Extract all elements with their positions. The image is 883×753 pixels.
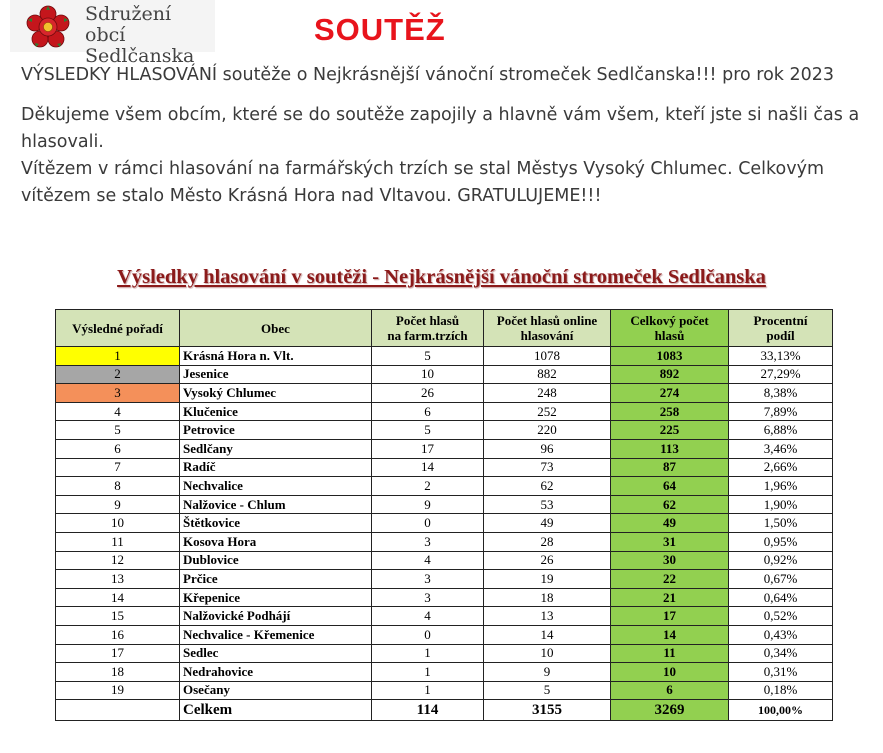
summary-online: 3155 (484, 700, 611, 721)
table-row (56, 402, 833, 421)
cell-online: 1078 (484, 347, 611, 366)
cell-total: 64 (611, 477, 729, 496)
cell-rank: 12 (56, 551, 180, 570)
table-row (56, 365, 833, 384)
header-online-line2: hlasování (520, 328, 574, 343)
cell-online: 220 (484, 421, 611, 440)
intro-winners: Vítězem v rámci hlasování na farmářských trzích se stal Městys Vysoký Chlumec. Celkovým vítězem se stalo Město Krásná Hora nad Vltavou. GRATULUJEME!!! (21, 159, 825, 206)
cell-rank: 10 (56, 514, 180, 533)
table-row (56, 421, 833, 440)
org-name-line1: Sdružení obcí (85, 3, 172, 46)
cell-pct: 0,92% (729, 551, 833, 570)
cell-total: 892 (611, 365, 729, 384)
cell-obec: Vysoký Chlumec (180, 384, 372, 403)
cell-total: 49 (611, 514, 729, 533)
cell-pct: 0,31% (729, 663, 833, 682)
table-row (56, 384, 833, 403)
cell-farm: 9 (372, 495, 484, 514)
cell-rank: 4 (56, 402, 180, 421)
cell-rank: 13 (56, 570, 180, 589)
cell-obec: Radíč (180, 458, 372, 477)
cell-pct: 8,38% (729, 384, 833, 403)
cell-total: 10 (611, 663, 729, 682)
table-row (56, 439, 833, 458)
rose-icon (26, 5, 70, 49)
cell-pct: 2,66% (729, 458, 833, 477)
header-pct (729, 310, 833, 347)
cell-rank: 15 (56, 607, 180, 626)
cell-obec: Nalžovice - Chlum (180, 495, 372, 514)
table-row (56, 514, 833, 533)
cell-online: 13 (484, 607, 611, 626)
cell-online: 252 (484, 402, 611, 421)
cell-online: 53 (484, 495, 611, 514)
cell-farm: 14 (372, 458, 484, 477)
cell-online: 10 (484, 644, 611, 663)
cell-pct: 6,88% (729, 421, 833, 440)
contest-badge: SOUTĚŽ (314, 12, 446, 47)
table-row (56, 551, 833, 570)
cell-farm: 4 (372, 551, 484, 570)
cell-total: 14 (611, 625, 729, 644)
header-total-line1: Celkový počet (630, 313, 709, 328)
summary-farm: 114 (372, 700, 484, 721)
cell-rank: 11 (56, 532, 180, 551)
cell-obec: Petrovice (180, 421, 372, 440)
cell-pct: 0,52% (729, 607, 833, 626)
header-obec: Obec (180, 310, 372, 347)
cell-total: 1083 (611, 347, 729, 366)
cell-total: 62 (611, 495, 729, 514)
cell-obec: Štětkovice (180, 514, 372, 533)
table-row (56, 644, 833, 663)
summary-row (56, 700, 833, 721)
cell-farm: 1 (372, 644, 484, 663)
cell-obec: Prčice (180, 570, 372, 589)
cell-online: 18 (484, 588, 611, 607)
cell-total: 22 (611, 570, 729, 589)
table-row (56, 681, 833, 700)
summary-obec: Celkem (180, 700, 372, 721)
cell-obec: Nedrahovice (180, 663, 372, 682)
table-row (56, 625, 833, 644)
cell-farm: 3 (372, 532, 484, 551)
cell-total: 113 (611, 439, 729, 458)
page-header (0, 0, 883, 67)
header-online (484, 310, 611, 347)
cell-pct: 1,50% (729, 514, 833, 533)
cell-pct: 1,96% (729, 477, 833, 496)
cell-rank: 3 (56, 384, 180, 403)
cell-obec: Kosova Hora (180, 532, 372, 551)
cell-total: 225 (611, 421, 729, 440)
cell-obec: Klučenice (180, 402, 372, 421)
cell-farm: 6 (372, 402, 484, 421)
cell-rank: 14 (56, 588, 180, 607)
cell-rank: 7 (56, 458, 180, 477)
header-farm-line2: na farm.trzích (387, 328, 468, 343)
cell-obec: Sedlčany (180, 439, 372, 458)
cell-farm: 3 (372, 570, 484, 589)
cell-rank: 18 (56, 663, 180, 682)
intro-text (21, 62, 871, 210)
cell-farm: 0 (372, 514, 484, 533)
cell-pct: 0,43% (729, 625, 833, 644)
table-row (56, 477, 833, 496)
cell-online: 14 (484, 625, 611, 644)
summary-rank (56, 700, 180, 721)
cell-total: 258 (611, 402, 729, 421)
cell-total: 6 (611, 681, 729, 700)
header-farm-line1: Počet hlasů (395, 313, 460, 328)
cell-rank: 1 (56, 347, 180, 366)
cell-pct: 0,64% (729, 588, 833, 607)
org-name-line2: Sedlčanska (85, 45, 195, 67)
cell-pct: 0,67% (729, 570, 833, 589)
summary-pct: 100,00% (729, 700, 833, 721)
cell-pct: 0,34% (729, 644, 833, 663)
cell-obec: Nechvalice - Křemenice (180, 625, 372, 644)
cell-online: 73 (484, 458, 611, 477)
table-row (56, 663, 833, 682)
results-table (55, 309, 833, 721)
cell-farm: 2 (372, 477, 484, 496)
header-pct-line2: podíl (766, 328, 795, 343)
cell-pct: 0,95% (729, 532, 833, 551)
cell-farm: 1 (372, 663, 484, 682)
cell-rank: 16 (56, 625, 180, 644)
intro-headline: VÝSLEDKY HLASOVÁNÍ soutěže o Nejkrásnější vánoční stromeček Sedlčanska!!! pro rok 2023 (21, 65, 835, 85)
cell-obec: Dublovice (180, 551, 372, 570)
table-row (56, 570, 833, 589)
table-title: Výsledky hlasování v soutěži - Nejkrásnější vánoční stromeček Sedlčanska (117, 266, 766, 288)
cell-farm: 5 (372, 347, 484, 366)
cell-obec: Osečany (180, 681, 372, 700)
cell-pct: 27,29% (729, 365, 833, 384)
header-farm (372, 310, 484, 347)
cell-farm: 10 (372, 365, 484, 384)
cell-online: 248 (484, 384, 611, 403)
cell-online: 28 (484, 532, 611, 551)
cell-online: 5 (484, 681, 611, 700)
table-row (56, 347, 833, 366)
cell-total: 87 (611, 458, 729, 477)
cell-obec: Nechvalice (180, 477, 372, 496)
cell-farm: 5 (372, 421, 484, 440)
cell-obec: Křepenice (180, 588, 372, 607)
cell-farm: 0 (372, 625, 484, 644)
cell-rank: 5 (56, 421, 180, 440)
cell-rank: 19 (56, 681, 180, 700)
table-header-row (56, 310, 833, 347)
table-row (56, 495, 833, 514)
cell-farm: 1 (372, 681, 484, 700)
cell-rank: 6 (56, 439, 180, 458)
cell-obec: Jesenice (180, 365, 372, 384)
table-row (56, 588, 833, 607)
logo[interactable] (10, 0, 215, 67)
cell-obec: Nalžovické Podhájí (180, 607, 372, 626)
cell-total: 21 (611, 588, 729, 607)
header-pct-line1: Procentní (753, 313, 808, 328)
cell-pct: 7,89% (729, 402, 833, 421)
cell-online: 882 (484, 365, 611, 384)
cell-rank: 2 (56, 365, 180, 384)
cell-rank: 17 (56, 644, 180, 663)
intro-thanks: Děkujeme všem obcím, které se do soutěže zapojily a hlavně vám všem, kteří jste si našli čas a hlasovali. (21, 105, 860, 152)
cell-obec: Krásná Hora n. Vlt. (180, 347, 372, 366)
cell-pct: 3,46% (729, 439, 833, 458)
cell-farm: 17 (372, 439, 484, 458)
org-name (85, 4, 215, 67)
cell-online: 62 (484, 477, 611, 496)
cell-pct: 0,18% (729, 681, 833, 700)
cell-online: 96 (484, 439, 611, 458)
cell-rank: 8 (56, 477, 180, 496)
cell-online: 19 (484, 570, 611, 589)
cell-total: 274 (611, 384, 729, 403)
header-total-line2: hlasů (654, 328, 685, 343)
cell-total: 11 (611, 644, 729, 663)
summary-total: 3269 (611, 700, 729, 721)
table-row (56, 607, 833, 626)
table-row (56, 532, 833, 551)
header-online-line1: Počet hlasů online (496, 313, 598, 328)
header-total (611, 310, 729, 347)
cell-pct: 33,13% (729, 347, 833, 366)
cell-obec: Sedlec (180, 644, 372, 663)
cell-total: 30 (611, 551, 729, 570)
cell-total: 17 (611, 607, 729, 626)
cell-rank: 9 (56, 495, 180, 514)
cell-pct: 1,90% (729, 495, 833, 514)
cell-farm: 3 (372, 588, 484, 607)
cell-online: 49 (484, 514, 611, 533)
cell-online: 9 (484, 663, 611, 682)
cell-online: 26 (484, 551, 611, 570)
table-body (56, 347, 833, 721)
cell-farm: 4 (372, 607, 484, 626)
cell-farm: 26 (372, 384, 484, 403)
header-rank: Výsledné pořadí (56, 310, 180, 347)
table-row (56, 458, 833, 477)
cell-total: 31 (611, 532, 729, 551)
